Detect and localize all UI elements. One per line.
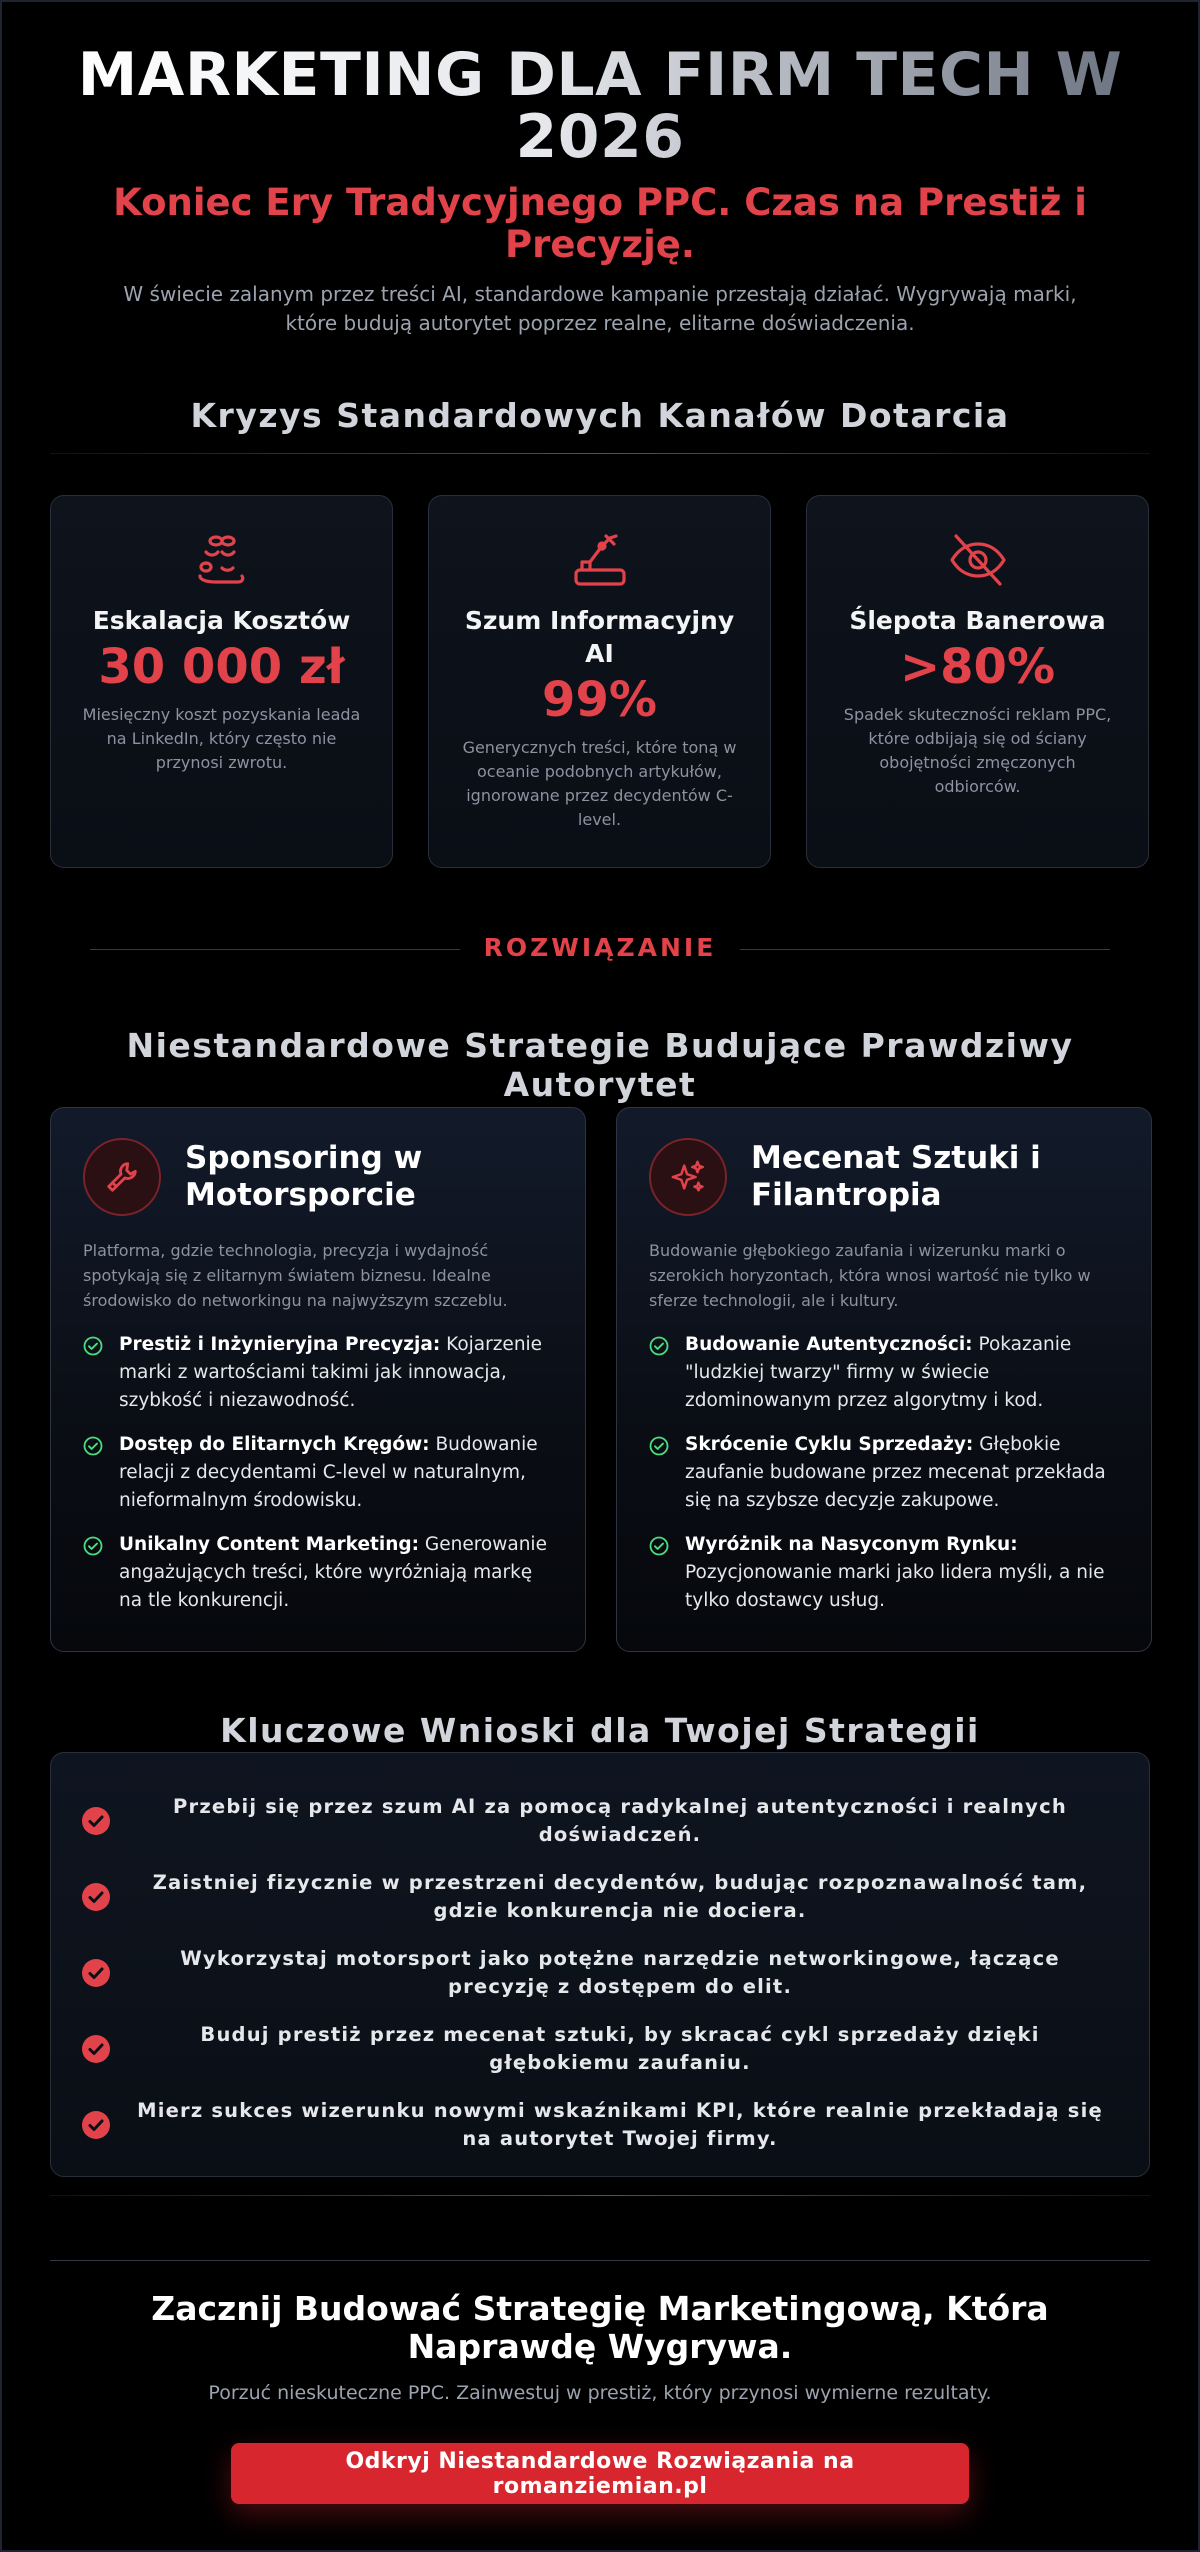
takeaway-text: Przebij się przez szum AI za pomocą radykalnej autentyczności i realnych doświadczeń. (173, 1795, 1067, 1846)
card-title: Ślepota Banerowa (849, 606, 1106, 635)
page-subtitle: Koniec Ery Tradycyjnego PPC. Czas na Prestiż i Precyzję. (113, 181, 1087, 266)
strategy-badge (649, 1138, 727, 1216)
divider (50, 2195, 1150, 2196)
item-text: Generowanie angażujących treści, które wyróżniają markę na tle konkurencji. (119, 1534, 547, 1611)
strategy-card-art-patronage (616, 1107, 1152, 1652)
strategy-description: Budowanie głębokiego zaufania i wizerunku marki o szerokich horyzontach, która wnosi wartość nie tylko w sferze technologii, ale i kultury. (649, 1241, 1091, 1310)
robot-arm-icon (570, 530, 630, 590)
card-stat: 30 000 zł (98, 639, 345, 695)
takeaway-item (81, 1859, 1109, 1935)
solution-label: ROZWIĄZANIE (483, 933, 717, 962)
strategy-description: Platforma, gdzie technologia, precyzja i wydajność spotykają się z elitarnym światem biznesu. Idealne środowisko do networkingu na najwyższym szczeblu. (83, 1241, 508, 1310)
eye-slash-icon (948, 530, 1008, 590)
takeaway-text: Mierz sukces wizerunku nowymi wskaźnikami KPI, które realnie przekładają się na autorytet Twojej firmy. (137, 2099, 1103, 2150)
intro-text: W świecie zalanym przez treści AI, standardowe kampanie przestają działać. Wygrywają marki, które budują autorytet poprzez realne, elitarne doświadczenia. (123, 282, 1077, 335)
check-circle-icon (83, 1336, 103, 1356)
page-title: MARKETING DLA FIRM TECH W 2026 (60, 44, 1140, 168)
list-item (649, 1431, 1119, 1515)
strategy-badge (83, 1138, 161, 1216)
check-circle-icon (83, 1536, 103, 1556)
takeaways-section-title: Kluczowe Wnioski dla Twojej Strategii (220, 1711, 980, 1750)
card-description: Spadek skuteczności reklam PPC, które odbijają się od ściany obojętności zmęczonych odbiorców. (843, 705, 1112, 796)
strategy-title: Sponsoring w Motorsporcie (185, 1140, 423, 1213)
check-circle-icon (649, 1436, 669, 1456)
item-heading: Unikalny Content Marketing: (119, 1534, 420, 1555)
item-heading: Wyróżnik na Nasyconym Rynku: (685, 1534, 1018, 1555)
divider (50, 453, 1150, 454)
check-circle-icon (81, 1806, 111, 1836)
takeaways-panel (50, 1752, 1150, 2177)
item-heading: Budowanie Autentyczności: (685, 1334, 973, 1355)
list-item (83, 1531, 553, 1615)
list-item (649, 1531, 1119, 1615)
item-text: Głębokie zaufanie budowane przez mecenat przekłada się na szybsze decyzje zakupowe. (685, 1434, 1106, 1511)
card-title: Szum Informacyjny AI (464, 606, 735, 668)
check-circle-icon (81, 2034, 111, 2064)
check-circle-icon (83, 1436, 103, 1456)
card-description: Generycznych treści, które toną w oceanie podobnych artykułów, ignorowane przez decydentów C-level. (462, 738, 737, 829)
list-item (649, 1331, 1119, 1415)
takeaway-item (81, 2087, 1109, 2163)
wrench-icon (103, 1158, 141, 1196)
card-title: Eskalacja Kosztów (92, 606, 351, 635)
strategy-title: Mecenat Sztuki i Filantropia (751, 1140, 1041, 1213)
item-heading: Prestiż i Inżynieryjna Precyzja: (119, 1334, 441, 1355)
item-heading: Skrócenie Cyklu Sprzedaży: (685, 1434, 974, 1455)
list-item (83, 1331, 553, 1415)
item-text: Budowanie relacji z decydentami C-level w naturalnym, nieformalnym środowisku. (119, 1434, 538, 1511)
divider (740, 949, 1110, 950)
solution-label-row (90, 929, 1110, 969)
card-stat: 99% (542, 672, 657, 728)
item-heading: Dostęp do Elitarnych Kręgów: (119, 1434, 430, 1455)
item-text: Pokazanie "ludzkiej twarzy" firmy w świecie zdominowanym przez algorytmy i kod. (685, 1334, 1072, 1411)
cta-subtitle: Porzuć nieskuteczne PPC. Zainwestuj w prestiż, który przynosi wymierne rezultaty. (208, 2382, 992, 2404)
takeaway-text: Buduj prestiż przez mecenat sztuki, by skracać cykl sprzedaży dzięki głębokiemu zaufaniu. (200, 2023, 1040, 2074)
card-stat: >80% (899, 639, 1056, 695)
list-item (83, 1431, 553, 1515)
takeaway-item (81, 1935, 1109, 2011)
crisis-card-banner-blindness (806, 495, 1149, 868)
sparkles-icon (669, 1158, 707, 1196)
crisis-card-costs (50, 495, 393, 868)
item-text: Pozycjonowanie marki jako lidera myśli, a nie tylko dostawcy usług. (685, 1562, 1105, 1611)
takeaway-text: Wykorzystaj motorsport jako potężne narzędzie networkingowe, łączące precyzję z dostępem do elit. (180, 1947, 1060, 1998)
crisis-section-title: Kryzys Standardowych Kanałów Dotarcia (190, 396, 1010, 435)
check-circle-icon (649, 1536, 669, 1556)
cta-button[interactable]: Odkryj Niestandardowe Rozwiązania na romanziemian.pl (231, 2443, 969, 2504)
card-description: Miesięczny koszt pozyskania leada na LinkedIn, który często nie przynosi zwrotu. (82, 705, 361, 772)
cta-title: Zacznij Budować Strategię Marketingową, Która Naprawdę Wygrywa. (151, 2289, 1049, 2366)
crisis-card-ai-noise (428, 495, 771, 868)
item-text: Kojarzenie marki z wartościami takimi jak innowacja, szybkość i niezawodność. (119, 1334, 543, 1411)
check-circle-icon (81, 2110, 111, 2140)
takeaway-item (81, 1783, 1109, 1859)
takeaway-item (81, 2011, 1109, 2087)
check-circle-icon (81, 1882, 111, 1912)
check-circle-icon (649, 1336, 669, 1356)
coins-icon (192, 530, 252, 590)
takeaway-text: Zaistniej fizycznie w przestrzeni decydentów, budując rozpoznawalność tam, gdzie konkurencja nie dociera. (152, 1871, 1088, 1922)
solution-section-title: Niestandardowe Strategie Budujące Prawdziwy Autorytet (126, 1026, 1074, 1104)
check-circle-icon (81, 1958, 111, 1988)
strategy-card-motorsport (50, 1107, 586, 1652)
divider (50, 2260, 1150, 2261)
